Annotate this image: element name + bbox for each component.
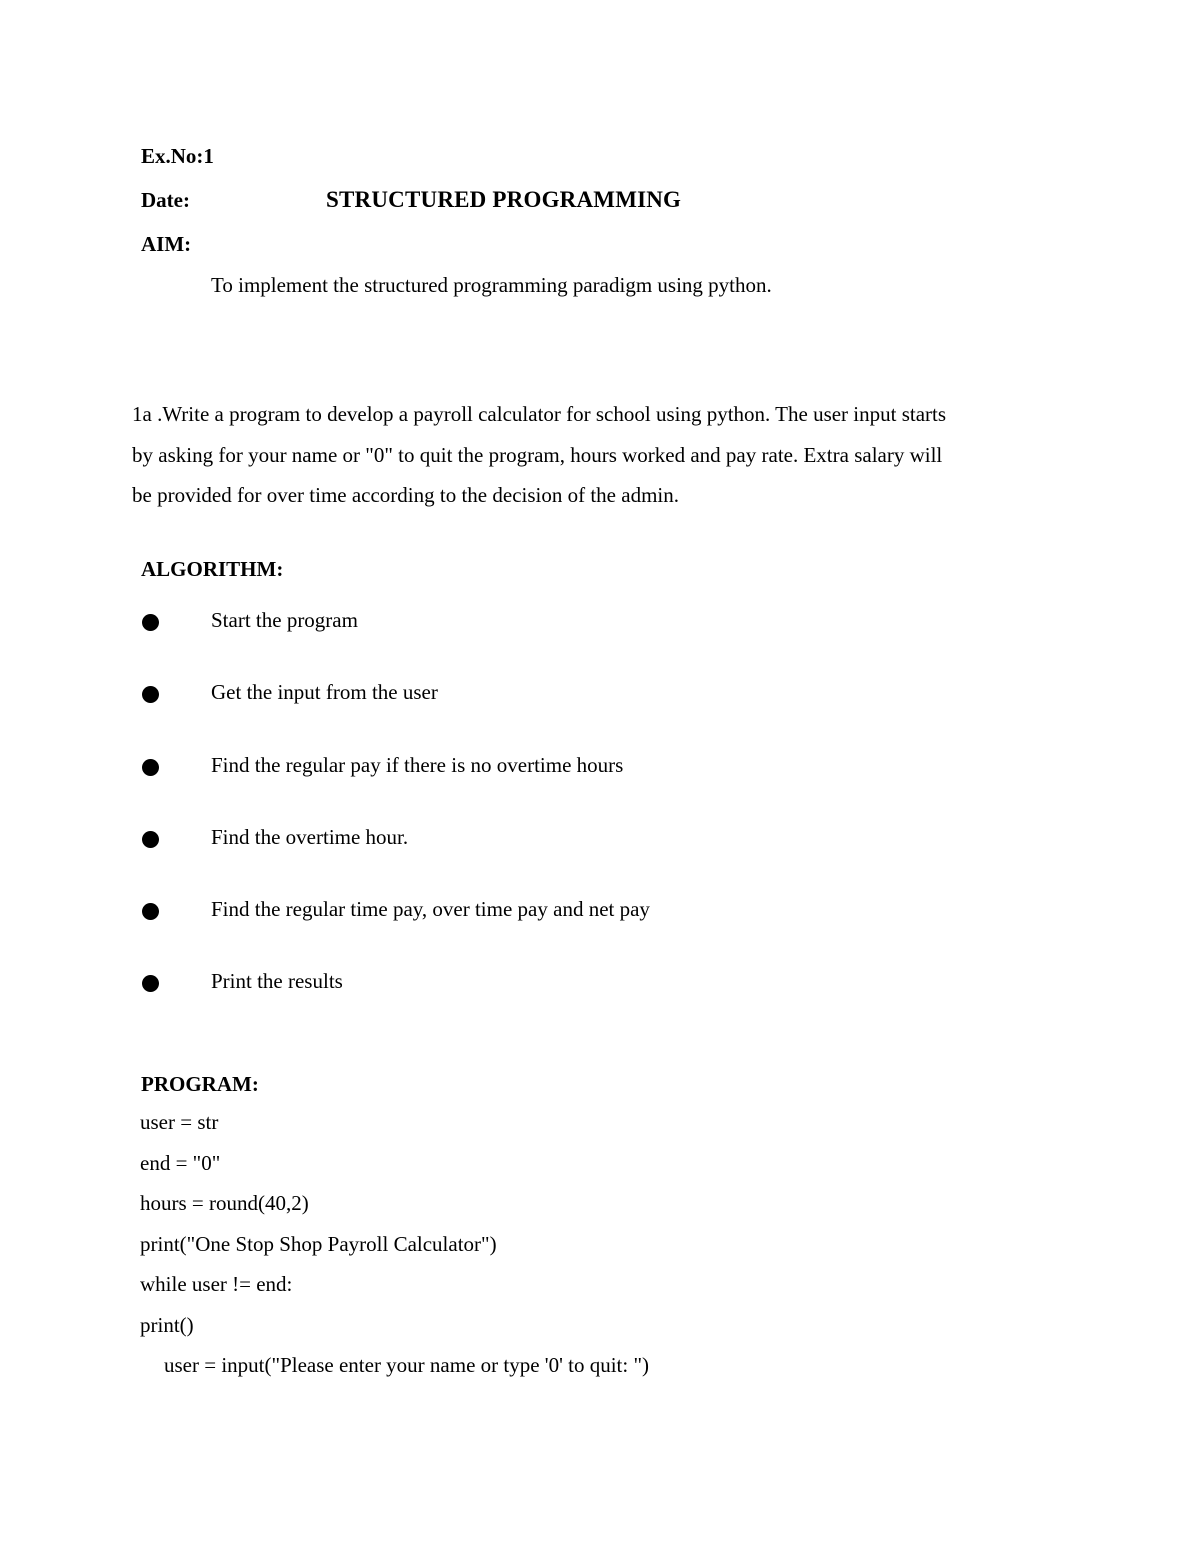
- question-line: be provided for over time according to the decision of the admin.: [132, 483, 679, 507]
- algorithm-step-text: Get the input from the user: [211, 680, 438, 705]
- algorithm-step-text: Start the program: [211, 608, 358, 632]
- algorithm-step-text: Print the results: [211, 969, 343, 994]
- question-line: by asking for your name or "0" to quit the program, hours worked and pay rate. Extra salary will: [132, 442, 943, 467]
- code-line: user = input("Please enter your name or type '0' to quit: "): [164, 1353, 650, 1377]
- algorithm-step-text: Find the overtime hour.: [211, 824, 409, 849]
- algorithm-step-text: Find the regular time pay, over time pay and net pay: [211, 897, 650, 922]
- algorithm-label: ALGORITHM:: [141, 557, 284, 581]
- code-line: hours = round(40,2): [140, 1191, 309, 1215]
- question-paragraph: [132, 394, 1062, 516]
- program-code: [140, 1112, 649, 1396]
- date-label: Date:: [141, 188, 190, 212]
- code-line: print("One Stop Shop Payroll Calculator"): [140, 1231, 497, 1256]
- bullet-icon: [142, 686, 159, 703]
- exercise-number: Ex.No:1: [141, 144, 214, 168]
- aim-text: To implement the structured programming paradigm using python.: [211, 273, 772, 297]
- aim-label: AIM:: [141, 232, 192, 256]
- bullet-icon: [142, 975, 159, 992]
- bullet-icon: [142, 614, 159, 631]
- code-line: print(): [140, 1312, 194, 1337]
- code-line: user = str: [140, 1110, 219, 1134]
- page-title: STRUCTURED PROGRAMMING: [326, 187, 682, 212]
- bullet-icon: [142, 831, 159, 848]
- bullet-icon: [142, 759, 159, 776]
- code-line: while user != end:: [140, 1272, 293, 1296]
- question-line: 1a .Write a program to develop a payroll calculator for school using python. The user input starts: [132, 402, 947, 426]
- algorithm-step-text: Find the regular pay if there is no overtime hours: [211, 752, 624, 777]
- code-line: end = "0": [140, 1150, 221, 1175]
- bullet-icon: [142, 903, 159, 920]
- program-label: PROGRAM:: [141, 1072, 259, 1096]
